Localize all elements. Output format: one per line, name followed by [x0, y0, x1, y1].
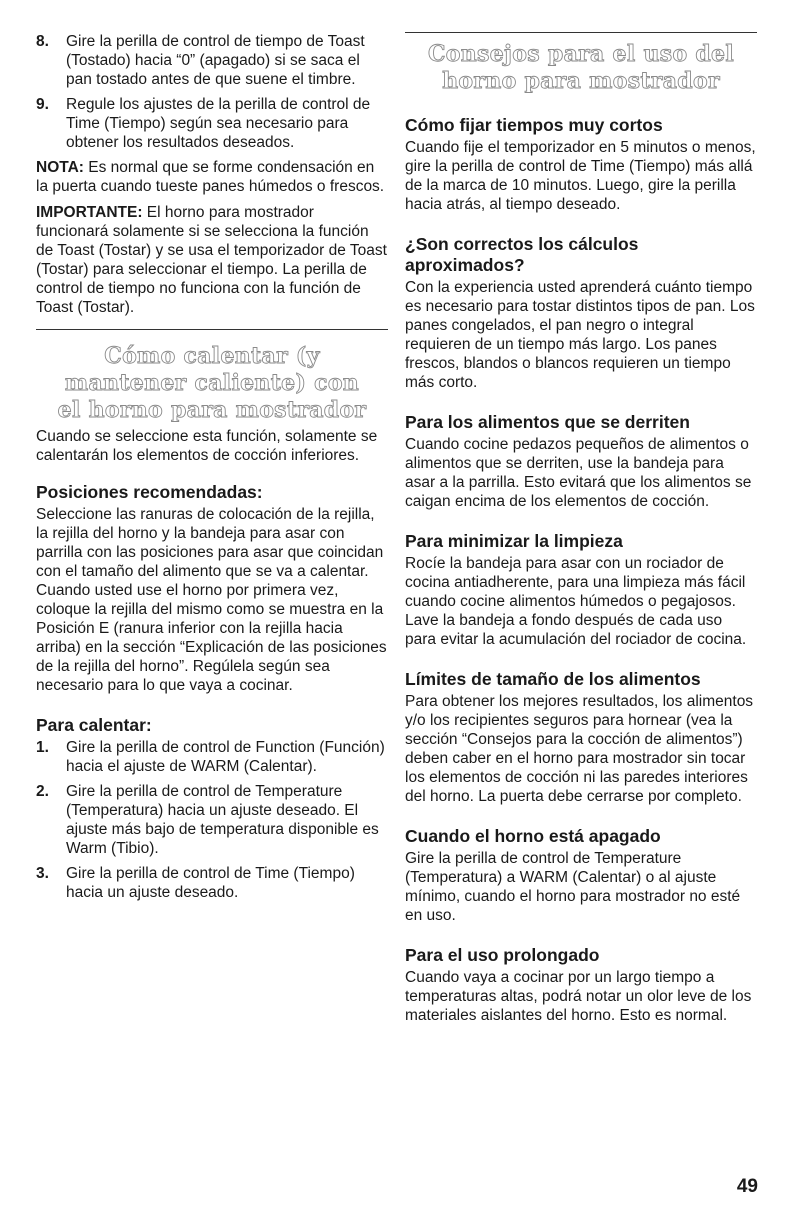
tip-title: Para el uso prolongado	[405, 945, 600, 965]
list-item	[36, 738, 388, 776]
tip-section	[405, 826, 757, 925]
list-item	[36, 864, 388, 902]
list-item	[36, 95, 388, 152]
tip-text: Cuando cocine pedazos pequeños de alimentos o alimentos que se derriten, use la bandeja para asar a la parrilla. Esto evitará que los alimentos se caigan encima de los elementos de cocción.	[405, 436, 752, 510]
note-paragraph	[36, 158, 388, 196]
left-column	[36, 32, 388, 908]
tip-text: Cuando fije el temporizador en 5 minutos o menos, gire la perilla de control de Time (Tiempo) más allá de la marca de 10 minutos. Luego, gire la perilla hacia atrás, al tiempo deseado.	[405, 139, 756, 213]
step-text: Gire la perilla de control de Temperature (Temperatura) hacia un ajuste deseado. El ajuste más bajo de temperatura disponible es Warm (Tibio).	[66, 783, 379, 857]
important-text: El horno para mostrador funcionará solamente si se selecciona la función de Toast (Tostar) y se usa el temporizador de Toast (Tostar) para seleccionar el tiempo. La perilla de control de tiempo no funciona con la función de Toast (Tostar).	[36, 204, 387, 316]
tip-title: Para minimizar la limpieza	[405, 531, 623, 551]
tip-section	[405, 412, 757, 511]
tip-section	[405, 531, 757, 649]
tip-section	[405, 669, 757, 806]
tips-sections	[405, 115, 757, 1025]
heat-heading: Para calentar:	[36, 715, 152, 735]
warm-section-heading: Cómo calentar (y mantener caliente) con el horno para mostrador	[57, 343, 367, 423]
tip-section	[405, 234, 757, 392]
heat-steps-list	[36, 738, 388, 902]
tip-title: Límites de tamaño de los alimentos	[405, 669, 701, 689]
tip-title: Cuando el horno está apagado	[405, 826, 661, 846]
step-text: Gire la perilla de control de tiempo de Toast (Tostado) hacia “0” (apagado) si se saca el pan tostado antes de que suene el timbre.	[66, 33, 365, 88]
tip-title: Cómo fijar tiempos muy cortos	[405, 115, 663, 135]
tip-text: Gire la perilla de control de Temperature (Temperatura) a WARM (Calentar) o al ajuste mínimo, cuando el horno para mostrador no esté en uso.	[405, 850, 741, 924]
tip-title: ¿Son correctos los cálculos aproximados?	[405, 234, 639, 275]
tip-text: Para obtener los mejores resultados, los alimentos y/o los recipientes seguros para hornear (vea la sección “Consejos para la cocción de alimentos”) deben caber en el horno para mostrador sin tocar los elementos de cocción ni las paredes interiores del horno. La puerta debe cerrarse por completo.	[405, 693, 754, 805]
tips-section-heading: Consejos para el uso del horno para mostrador	[427, 41, 735, 94]
section-divider	[405, 32, 757, 33]
step-number: 1.	[36, 739, 49, 756]
step-number: 3.	[36, 865, 49, 882]
steps-top-list	[36, 32, 388, 152]
step-text: Gire la perilla de control de Function (Función) hacia el ajuste de WARM (Calentar).	[66, 739, 385, 775]
positions-text: Seleccione las ranuras de colocación de la rejilla, la rejilla del horno y la bandeja para asar con parrilla con las posiciones para asar que coincidan con el tamaño del alimento que se va a calentar. Cuando usted use el horno por primera vez, coloque la rejilla del mismo como se muestra en la Posición E (ranura inferior con la rejilla hacia arriba) en la sección “Explicación de las posiciones de la rejilla del horno”. Regúlela según sea necesario para lo que vaya a cocinar.	[36, 506, 387, 694]
page-number: 49	[736, 1176, 758, 1197]
tip-section	[405, 945, 757, 1025]
tip-text: Con la experiencia usted aprenderá cuánto tiempo es necesario para tostar distintos tipos de pan. Los panes congelados, el pan negro o integral requieren de un tiempo más largo. Los panes frescos, blandos o blancos requieren un tiempo más corto.	[405, 279, 755, 391]
note-label: NOTA:	[36, 159, 84, 176]
right-column	[405, 32, 757, 1045]
positions-heading: Posiciones recomendadas:	[36, 482, 263, 502]
note-text: Es normal que se forme condensación en la puerta cuando tueste panes húmedos o frescos.	[36, 159, 385, 195]
step-number: 8.	[36, 33, 49, 50]
step-number: 2.	[36, 783, 49, 800]
warm-intro: Cuando se seleccione esta función, solamente se calentarán los elementos de cocción inferiores.	[36, 428, 378, 464]
important-paragraph	[36, 203, 388, 317]
tip-text: Cuando vaya a cocinar por un largo tiempo a temperaturas altas, podrá notar un olor leve de los materiales aislantes del horno. Esto es normal.	[405, 969, 752, 1024]
tip-title: Para los alimentos que se derriten	[405, 412, 690, 432]
tip-text: Rocíe la bandeja para asar con un rociador de cocina antiadherente, para una limpieza más fácil cuando cocine alimentos húmedos o pegajosos. Lave la bandeja a fondo después de cada uso para evitar la acumulación del rociador de cocina.	[405, 555, 747, 648]
step-text: Gire la perilla de control de Time (Tiempo) hacia un ajuste deseado.	[66, 865, 355, 901]
list-item	[36, 782, 388, 858]
tip-section	[405, 115, 757, 214]
list-item	[36, 32, 388, 89]
important-label: IMPORTANTE:	[36, 204, 143, 221]
section-divider	[36, 329, 388, 330]
step-number: 9.	[36, 96, 49, 113]
step-text: Regule los ajustes de la perilla de control de Time (Tiempo) según sea necesario para obtener los resultados deseados.	[66, 96, 371, 151]
